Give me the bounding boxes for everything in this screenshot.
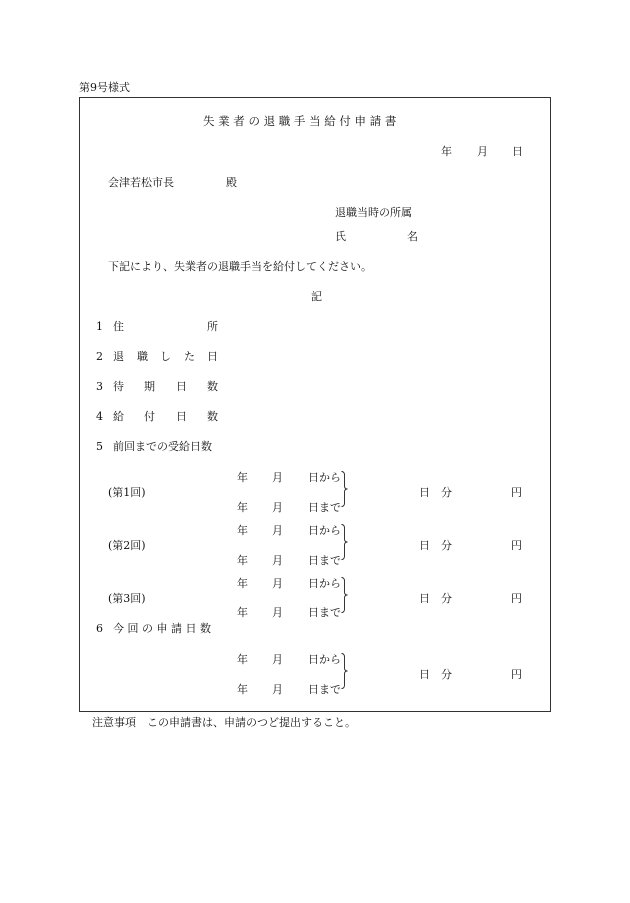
item-number: 2: [96, 350, 103, 363]
period-yen: 円: [511, 539, 522, 552]
brace-icon: [341, 577, 348, 613]
period-portion: 分: [441, 668, 452, 681]
period-year: 年: [237, 554, 248, 567]
item-char: 数: [207, 410, 218, 423]
item-char: 日: [176, 380, 187, 393]
item-number: 5: [96, 440, 103, 453]
brace-icon: [341, 653, 348, 689]
period-month: 月: [272, 471, 283, 484]
item-char: 所: [207, 320, 218, 333]
item-label: 前回までの受給日数: [113, 440, 212, 453]
brace-icon: [341, 471, 348, 507]
period-year: 年: [237, 606, 248, 619]
period-days: 日: [419, 592, 430, 605]
period-days: 日: [419, 539, 430, 552]
date-year: 年: [441, 145, 452, 158]
period-year: 年: [237, 524, 248, 537]
period-month: 月: [272, 577, 283, 590]
period-from: 日から: [308, 471, 341, 484]
item-char: た: [184, 350, 195, 363]
period-yen: 円: [511, 592, 522, 605]
item-char: 数: [207, 380, 218, 393]
period-from: 日から: [308, 653, 341, 666]
item-number: 4: [96, 410, 103, 423]
item-char: 職: [137, 350, 148, 363]
item-char: 住: [113, 320, 124, 333]
period-yen: 円: [511, 668, 522, 681]
addressee-honorific: 殿: [226, 176, 237, 189]
period-to: 日まで: [308, 554, 341, 567]
period-to: 日まで: [308, 683, 341, 696]
date-month: 月: [477, 145, 488, 158]
item-char: 期: [144, 380, 155, 393]
period-year: 年: [237, 501, 248, 514]
period-days: 日: [419, 486, 430, 499]
item-label: 今 回 の 申 請 日 数: [113, 622, 211, 635]
period-month: 月: [272, 683, 283, 696]
period-portion: 分: [441, 592, 452, 605]
period-from: 日から: [308, 524, 341, 537]
period-label: (第2回): [108, 539, 146, 552]
item-char: し: [160, 350, 171, 363]
period-to: 日まで: [308, 501, 341, 514]
item-number: 1: [96, 320, 103, 333]
brace-icon: [341, 524, 348, 560]
period-month: 月: [272, 554, 283, 567]
addressee-name: 会津若松市長: [108, 176, 174, 189]
period-year: 年: [237, 653, 248, 666]
period-year: 年: [237, 471, 248, 484]
period-days: 日: [419, 668, 430, 681]
period-year: 年: [237, 683, 248, 696]
form-title: 失 業 者 の 退 職 手 当 給 付 申 請 書: [203, 114, 397, 128]
period-month: 月: [272, 524, 283, 537]
item-char: 給: [113, 410, 124, 423]
item-char: 日: [176, 410, 187, 423]
note-text: 注意事項 この申請書は、申請のつど提出すること。: [92, 716, 356, 729]
intro-text: 下記により、失業者の退職手当を給付してください。: [108, 260, 372, 273]
ki-label: 記: [311, 290, 322, 303]
period-year: 年: [237, 577, 248, 590]
item-char: 退: [113, 350, 124, 363]
affiliation-label: 退職当時の所属: [335, 206, 412, 219]
period-label: (第1回): [108, 486, 146, 499]
period-yen: 円: [511, 486, 522, 499]
period-month: 月: [272, 501, 283, 514]
period-label: (第3回): [108, 592, 146, 605]
period-to: 日まで: [308, 606, 341, 619]
item-char: 待: [113, 380, 124, 393]
name-label-2: 名: [407, 230, 418, 243]
name-label-1: 氏: [335, 230, 346, 243]
item-char: 日: [207, 350, 218, 363]
period-portion: 分: [441, 486, 452, 499]
period-portion: 分: [441, 539, 452, 552]
form-frame: [79, 97, 551, 712]
item-char: 付: [144, 410, 155, 423]
form-number: 第9号様式: [79, 81, 130, 94]
period-month: 月: [272, 653, 283, 666]
item-number: 3: [96, 380, 103, 393]
period-from: 日から: [308, 577, 341, 590]
item-number: 6: [96, 622, 103, 635]
period-month: 月: [272, 606, 283, 619]
date-day: 日: [512, 145, 523, 158]
